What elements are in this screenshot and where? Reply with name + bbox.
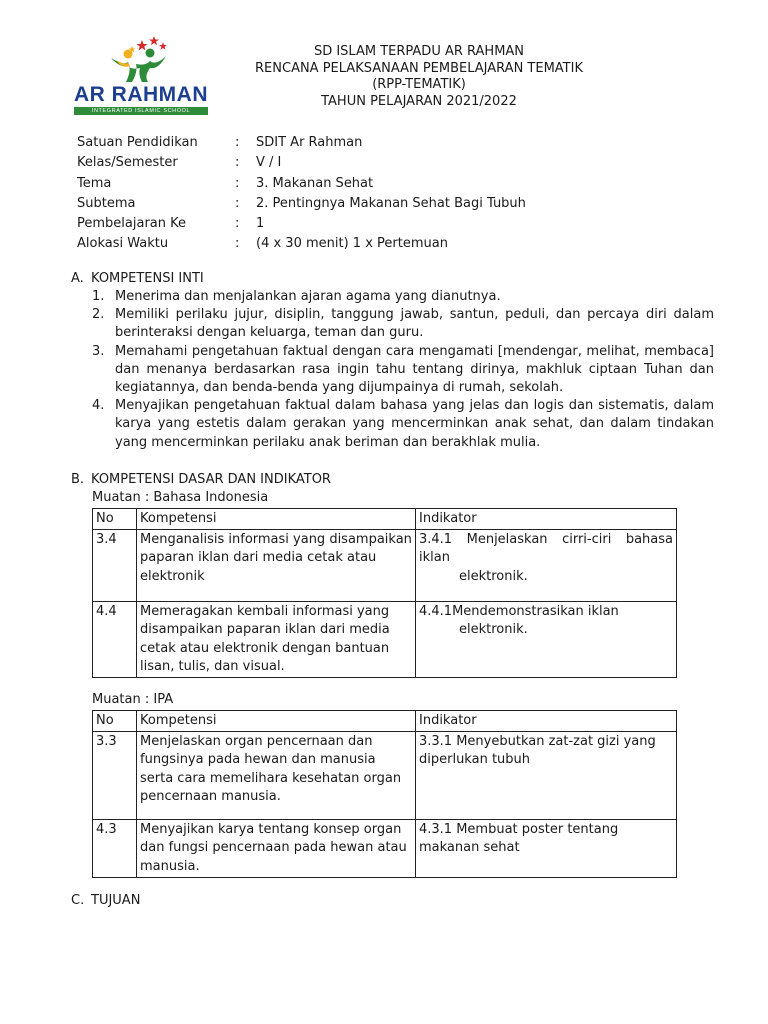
meta-row — [77, 174, 526, 194]
meta-colon: : — [235, 236, 240, 252]
meta-label: Subtema — [77, 195, 136, 211]
list-number: 4. — [92, 398, 105, 414]
meta-value: 3. Makanan Sehat — [256, 175, 374, 191]
list-item — [92, 343, 714, 398]
meta-colon: : — [235, 135, 240, 150]
list-item — [92, 288, 714, 306]
muatan-heading: Muatan : Bahasa Indonesia — [92, 490, 269, 505]
meta-row — [77, 194, 526, 214]
cell-no: 4.3 — [93, 820, 137, 878]
meta-label: Satuan Pendidikan — [77, 135, 198, 150]
list-number: 2. — [92, 307, 105, 323]
section-title: KOMPETENSI DASAR DAN INDIKATOR — [91, 472, 331, 487]
list-item — [92, 306, 714, 342]
list-text: Menerima dan menjalankan ajaran agama yang dianutnya. — [115, 289, 501, 304]
indikator-line: elektronik. — [459, 568, 528, 584]
section-a-heading — [71, 270, 204, 288]
school-name: SD ISLAM TERPADU AR RAHMAN — [313, 44, 525, 59]
column-header: No — [93, 711, 137, 732]
table-row — [93, 530, 677, 602]
logo-mark-icon — [66, 36, 216, 86]
list-text: Memahami pengetahuan faktual dengan cara mengamati [mendengar, melihat, membaca] dan menanya berdasarkan rasa ingin tahu tentang dirinya, makhluk ciptaan Tuhan dan kegiatannya, dan benda-benda yang dijumpainya di rumah, sekolah. — [115, 343, 714, 396]
meta-value: V / I — [256, 155, 282, 171]
meta-value: (4 x 30 menit) 1 x Pertemuan — [256, 236, 448, 252]
table-header-row — [93, 711, 677, 732]
table-row — [93, 602, 677, 678]
meta-row — [77, 133, 526, 153]
section-letter: B. — [71, 472, 85, 487]
meta-value: 1 — [256, 216, 265, 232]
meta-label: Alokasi Waktu — [77, 236, 169, 252]
cell-indikator — [416, 530, 677, 602]
document-header — [244, 44, 594, 110]
meta-colon: : — [235, 155, 240, 171]
cell-no: 4.4 — [93, 602, 137, 678]
kompetensi-inti-list — [92, 288, 714, 452]
indikator-line: 3.4.1 Menjelaskan cirri-ciri bahasa iklan — [419, 532, 673, 566]
cell-no: 3.4 — [93, 530, 137, 602]
section-title: KOMPETENSI INTI — [91, 271, 204, 286]
meta-colon: : — [235, 195, 240, 211]
meta-row — [77, 153, 526, 173]
cell-indikator: 4.3.1 Membuat poster tentang makanan sehat — [416, 820, 677, 878]
column-header: Kompetensi — [137, 509, 416, 530]
academic-year: TAHUN PELAJARAN 2021/2022 — [321, 93, 517, 109]
meta-row — [77, 234, 526, 254]
cell-kompetensi: Menyajikan karya tentang konsep organ dan fungsi pencernaan pada hewan atau manusia. — [137, 820, 416, 878]
list-text: Memiliki perilaku jujur, disiplin, tanggung jawab, santun, peduli, dan percaya diri dalam berinteraksi dengan keluarga, teman dan guru. — [115, 307, 714, 341]
meta-value: SDIT Ar Rahman — [256, 135, 363, 150]
column-header: Kompetensi — [137, 711, 416, 732]
table-row — [93, 820, 677, 878]
cell-kompetensi: Memeragakan kembali informasi yang disampaikan paparan iklan dari media cetak atau elektronik dengan bantuan lisan, tulis, dan visual. — [137, 602, 416, 678]
table-row — [93, 732, 677, 820]
section-b-heading — [71, 471, 331, 489]
column-header: Indikator — [416, 711, 677, 732]
cell-indikator — [416, 602, 677, 678]
cell-no: 3.3 — [93, 732, 137, 820]
indikator-line: elektronik. — [459, 622, 528, 638]
school-logo — [66, 36, 216, 118]
list-item — [92, 397, 714, 452]
table-header-row — [93, 509, 677, 530]
list-number: 1. — [92, 289, 105, 304]
meta-value: 2. Pentingnya Makanan Sehat Bagi Tubuh — [256, 195, 526, 211]
meta-label: Pembelajaran Ke — [77, 216, 187, 232]
column-header: Indikator — [416, 509, 677, 530]
meta-colon: : — [235, 216, 240, 232]
meta-label: Kelas/Semester — [77, 155, 178, 171]
muatan-heading: Muatan : IPA — [92, 692, 174, 707]
meta-colon: : — [235, 175, 240, 191]
kd-table-ipa — [92, 710, 677, 878]
indikator-line: 4.4.1Mendemonstrasikan iklan — [419, 604, 619, 620]
logo-subtitle: INTEGRATED ISLAMIC SCHOOL — [74, 107, 208, 115]
cell-kompetensi: Menganalisis informasi yang disampaikan paparan iklan dari media cetak atau elektronik — [137, 530, 416, 602]
meta-label: Tema — [77, 175, 112, 191]
section-c-heading — [71, 892, 140, 910]
section-letter: A. — [71, 271, 84, 286]
cell-kompetensi: Menjelaskan organ pencernaan dan fungsinya pada hewan dan manusia serta cara memelihara kesehatan organ pencernaan manusia. — [137, 732, 416, 820]
kd-table-bahasa-indonesia — [92, 508, 677, 678]
meta-row — [77, 214, 526, 234]
section-title: TUJUAN — [91, 893, 141, 908]
list-number: 3. — [92, 343, 105, 359]
identity-block — [77, 133, 526, 255]
logo-wordmark: AR RAHMAN — [74, 83, 208, 106]
column-header: No — [93, 509, 137, 530]
cell-indikator: 3.3.1 Menyebutkan zat-zat gizi yang diperlukan tubuh — [416, 732, 677, 820]
document-abbrev: (RPP-TEMATIK) — [372, 77, 466, 92]
list-text: Menyajikan pengetahuan faktual dalam bahasa yang jelas dan logis dan sistematis, dalam karya yang estetis dalam gerakan yang mencerminkan anak sehat, dan dalam tindakan yang mencerminkan perilaku anak beriman dan berakhlak mulia. — [115, 398, 714, 450]
section-letter: C. — [71, 893, 85, 908]
document-title: RENCANA PELAKSANAAN PEMBELAJARAN TEMATIK — [255, 60, 583, 76]
